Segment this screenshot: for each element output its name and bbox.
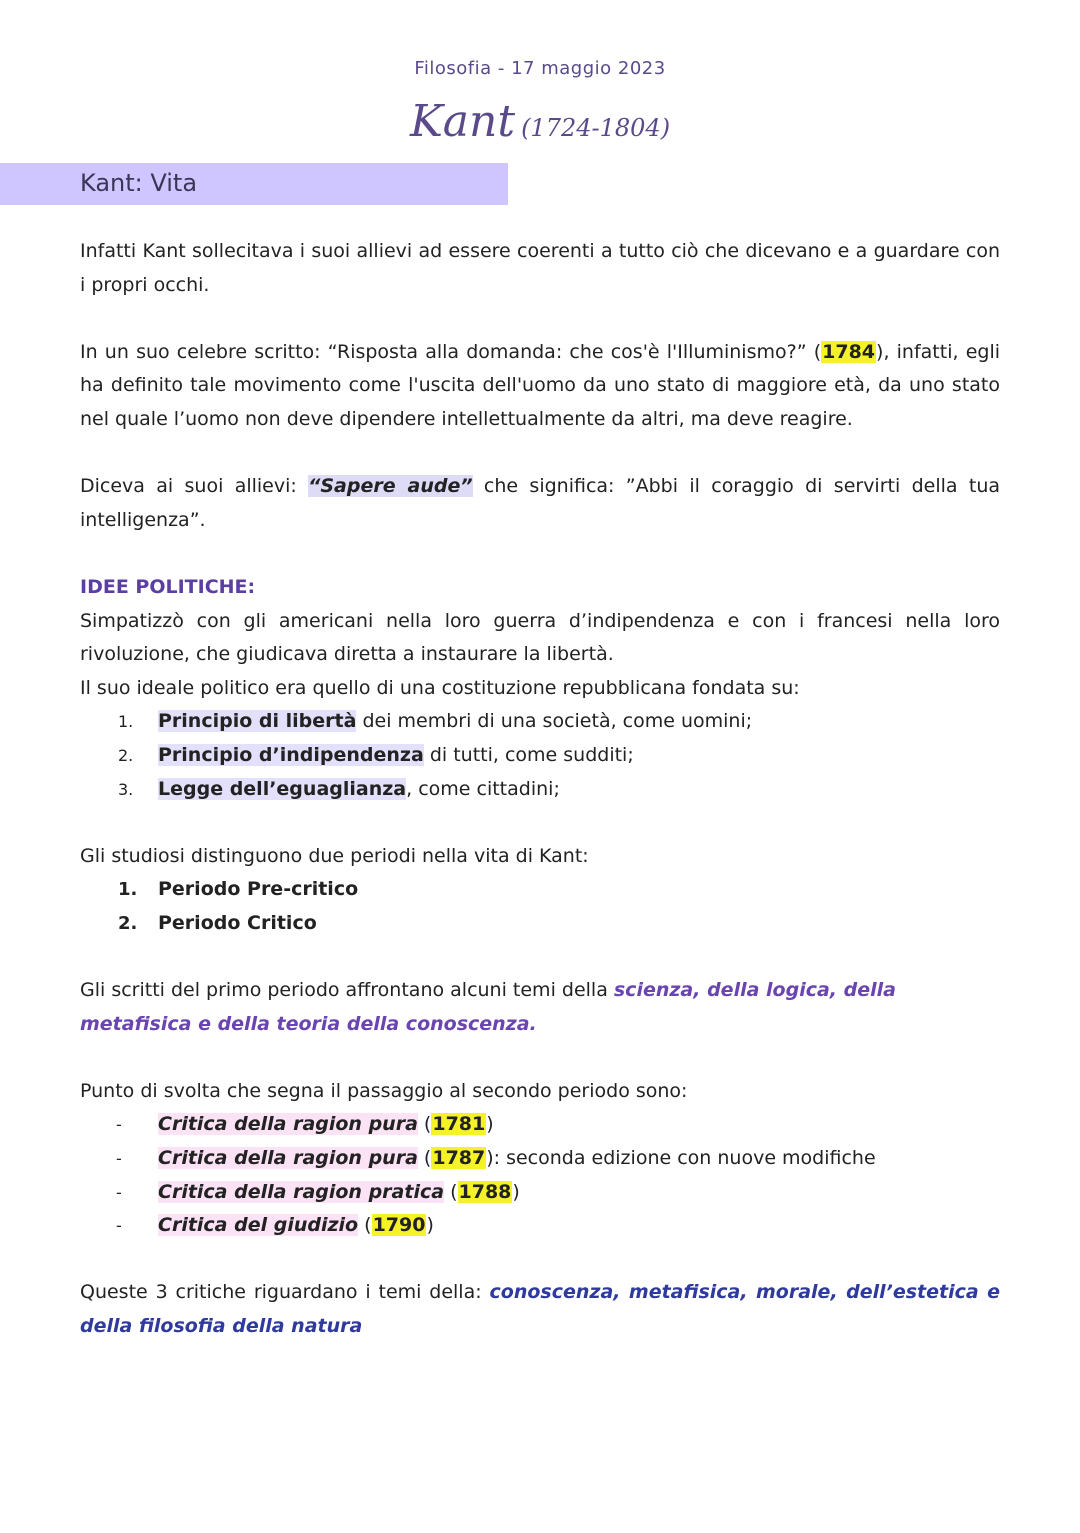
text-segment: ) — [486, 1113, 494, 1136]
topics-emphasis: conoscenza, metafisica, morale, dell’estetica e della filosofia della natura — [80, 1281, 1000, 1337]
year-highlight: 1781 — [432, 1113, 486, 1136]
paragraph-intro: Infatti Kant sollecitava i suoi allievi ad essere coerenti a tutto ciò che dicevano e a guardare con i propri occhi. — [80, 240, 1000, 296]
list-item — [80, 873, 1000, 907]
text-segment: ( — [417, 1147, 432, 1170]
text-segment: ( — [417, 1113, 432, 1136]
list-number: 2. — [118, 912, 138, 934]
list-number: 3. — [118, 779, 134, 799]
year-highlight: 1788 — [458, 1180, 512, 1203]
politics-heading: IDEE POLITICHE: — [80, 575, 256, 598]
list-item — [80, 773, 1000, 807]
list-number: 2. — [118, 745, 134, 765]
year-highlight: 1787 — [432, 1147, 486, 1170]
text-segment: di tutti, come sudditi; — [423, 743, 634, 766]
text-segment: ): seconda edizione con nuove modifiche — [486, 1147, 876, 1170]
section-label: Kant: Vita — [80, 169, 198, 197]
list-dash: - — [116, 1115, 122, 1135]
list-dash: - — [116, 1182, 122, 1202]
text-segment: Diceva ai suoi allievi: — [80, 475, 309, 498]
page-title — [0, 96, 1080, 147]
paragraph-sapere-aude — [80, 470, 1000, 537]
work-title: Critica della ragion pura — [158, 1113, 418, 1136]
work-title: Critica della ragion pratica — [158, 1180, 445, 1203]
text-segment: , come cittadini; — [406, 777, 560, 800]
politics-text: Simpatizzò con gli americani nella loro guerra d’indipendenza e con i francesi nella loro rivoluzione, che giudicava diretta a instaurare la libertà. — [80, 609, 1000, 666]
text-segment: In un suo celebre scritto: “Risposta alla domanda: che cos'è l'Illuminismo?” ( — [80, 340, 822, 363]
period-label: Periodo Pre-critico — [158, 878, 359, 901]
paragraph-conclusion — [80, 1276, 1000, 1343]
periods-list — [80, 873, 1000, 940]
text-segment: ), infatti, egli ha definito tale movimento come l'uscita dell'uomo da uno stato di maggiore età, da uno stato nel quale l’uomo non deve dipendere intellettualmente da altri, ma deve reagire. — [80, 340, 1000, 430]
text-segment: dei membri di una società, come uomini; — [356, 710, 753, 733]
topics-emphasis: scienza, della logica, della metafisica e della teoria della conoscenza. — [80, 979, 896, 1035]
list-item — [80, 1176, 1000, 1210]
year-highlight: 1784 — [822, 340, 876, 363]
principles-list — [80, 705, 1000, 806]
principle-title: Principio di libertà — [158, 710, 357, 733]
list-item — [80, 907, 1000, 941]
notes-content — [80, 235, 1000, 1344]
period-label: Periodo Critico — [158, 911, 317, 934]
work-title: Critica del giudizio — [158, 1214, 359, 1237]
principle-title: Principio d’indipendenza — [158, 743, 424, 766]
title-name: Kant — [409, 96, 516, 147]
list-number: 1. — [118, 712, 134, 732]
politics-ideal: Il suo ideale politico era quello di una costituzione repubblicana fondata su: — [80, 676, 800, 699]
list-item — [80, 1108, 1000, 1142]
principle-title: Legge dell’eguaglianza — [158, 777, 407, 800]
list-item — [80, 739, 1000, 773]
turning-point-intro: Punto di svolta che segna il passaggio al secondo periodo sono: — [80, 1079, 688, 1102]
works-list — [80, 1108, 1000, 1242]
text-segment: ) — [426, 1214, 434, 1237]
periods-intro: Gli studiosi distinguono due periodi nella vita di Kant: — [80, 844, 589, 867]
list-number: 1. — [118, 879, 138, 901]
list-item — [80, 705, 1000, 739]
work-title: Critica della ragion pura — [158, 1147, 418, 1170]
motto-highlight: “Sapere aude” — [308, 475, 473, 498]
text-segment: ) — [512, 1180, 520, 1203]
list-item — [80, 1209, 1000, 1243]
paragraph-first-period — [80, 974, 1000, 1041]
text-segment: ( — [358, 1214, 372, 1237]
subject-date: Filosofia - 17 maggio 2023 — [414, 58, 666, 79]
section-header-band — [0, 163, 508, 205]
list-dash: - — [116, 1149, 122, 1169]
text-segment: che significa: ”Abbi il coraggio di servirti della tua intelligenza”. — [80, 475, 1001, 531]
year-highlight: 1790 — [372, 1214, 426, 1237]
list-dash: - — [116, 1216, 122, 1236]
text-segment: ( — [444, 1180, 458, 1203]
list-item — [80, 1142, 1000, 1176]
text-segment: Gli scritti del primo periodo affrontano alcuni temi della — [80, 979, 614, 1002]
text-segment: Queste 3 critiche riguardano i temi della: — [80, 1281, 490, 1304]
paragraph-enlightenment — [80, 336, 1000, 437]
title-years: (1724-1804) — [521, 114, 671, 142]
